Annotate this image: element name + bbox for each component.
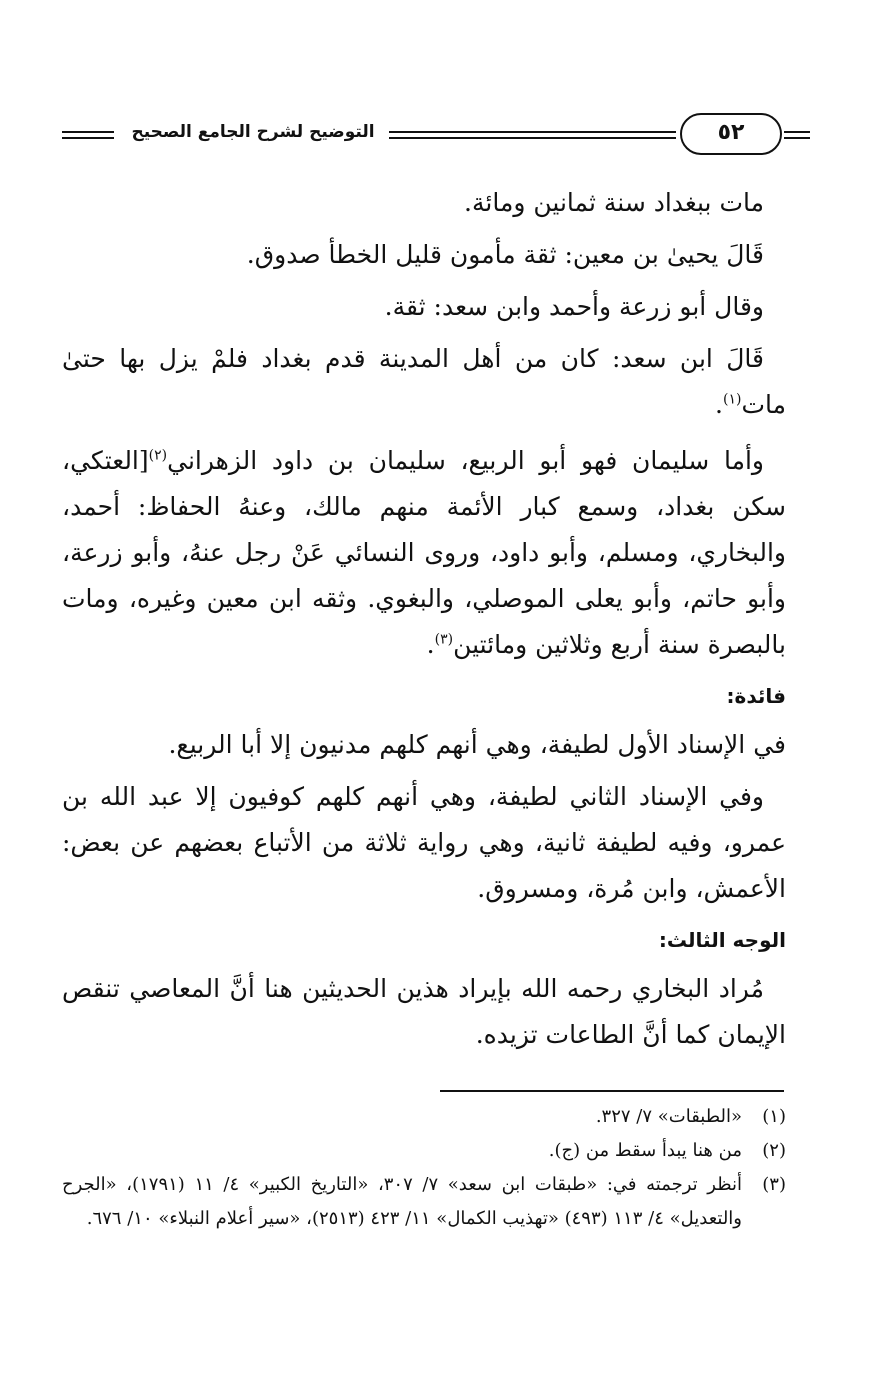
footnote-number: (٢) [762,1140,786,1161]
footnote-number: (٣) [762,1174,786,1195]
footnote-text: «الطبقات» ٧/ ٣٢٧. [595,1106,742,1127]
running-title: التوضيح لشرح الجامع الصحيح [131,122,375,142]
paragraph-sulayman [62,438,786,668]
footnote-ref-2[interactable]: (٢) [148,447,168,464]
paragraph-text: وفي الإسناد الثاني لطيفة، وهي أنهم كلهم كوفيون إلا عبد الله بن عمرو، وفيه لطيفة ثانية، وهي رواية ثلاثة من الأتباع بعضهم عن بعض: الأعمش، وابن مُرة، ومسروق. [62,782,786,903]
paragraph-text: وقال أبو زرعة وأحمد وابن سعد: ثقة. [384,292,764,321]
footnote-text: أنظر ترجمته في: «طبقات ابن سعد» ٧/ ٣٠٧، «التاريخ الكبير» ٤/ ١١ (١٧٩١)، «الجرح والتعديل» ٤/ ١١٣ (٤٩٣) «تهذيب الكمال» ١١/ ٤٢٣ (٢٥١٣)، «سير أعلام النبلاء» ١٠/ ٦٧٦. [62,1174,742,1229]
paragraph-text: مُراد البخاري رحمه الله بإيراد هذين الحديثين هنا أنَّ المعاصي تنقص الإيمان كما أنَّ الطاعات تزيده. [62,974,786,1049]
paragraph-abu-zura [62,284,786,330]
heading-faida: فائدة: [726,684,786,708]
footnote-separator [440,1090,784,1092]
paragraph-yahya-ibn-main [62,232,786,278]
footnote-ref-3[interactable]: (٣) [434,631,454,648]
paragraph-text: في الإسناد الأول لطيفة، وهي أنهم كلهم مدنيون إلا أبا الربيع. [168,730,786,759]
footnote-1 [62,1100,786,1134]
paragraph-first-isnad [62,722,786,768]
footnotes [62,1100,786,1236]
page-number-frame [680,113,782,155]
paragraph-text: وأما سليمان فهو أبو الربيع، سليمان بن داود الزهراني [167,446,764,475]
main-text [62,180,786,1064]
header-rule-middle [389,131,676,139]
header-rule-right [784,131,810,139]
footnote-3 [62,1168,786,1236]
paragraph-text: قَالَ ابن سعد: كان من أهل المدينة قدم بغداد فلمْ يزل بها حتىٰ مات [62,344,786,419]
paragraph-death-baghdad [62,180,786,226]
footnote-number: (١) [762,1106,786,1127]
page-number: ٥٢ [717,120,745,145]
punctuation: . [426,630,435,659]
footnote-text: من هنا يبدأ سقط من (ج). [548,1140,742,1161]
paragraph-text: مات ببغداد سنة ثمانين ومائة. [464,188,764,217]
footnote-ref-1[interactable]: (١) [722,391,742,408]
header-rule-left [62,131,114,139]
paragraph-bukhari-intent [62,966,786,1058]
footnote-2 [62,1134,786,1168]
paragraph-text: قَالَ يحيىٰ بن معين: ثقة مأمون قليل الخطأ صدوق. [246,240,764,269]
paragraph-ibn-sad [62,336,786,428]
paragraph-second-isnad [62,774,786,912]
heading-third-aspect: الوجه الثالث: [658,928,786,952]
punctuation: . [715,390,723,419]
paragraph-text: [العتكي، سكن بغداد، وسمع كبار الأئمة منهم مالك، وعنهُ الحفاظ: أحمد، والبخاري، ومسلم، وأبو داود، وروى النسائي عَنْ رجل عنهُ، وأبو زرعة، وأبو حاتم، وأبو يعلى الموصلي، والبغوي. وثقه ابن معين وغيره، ومات بالبصرة سنة أربع وثلاثين ومائتين [62,446,786,659]
page-header [62,112,810,158]
